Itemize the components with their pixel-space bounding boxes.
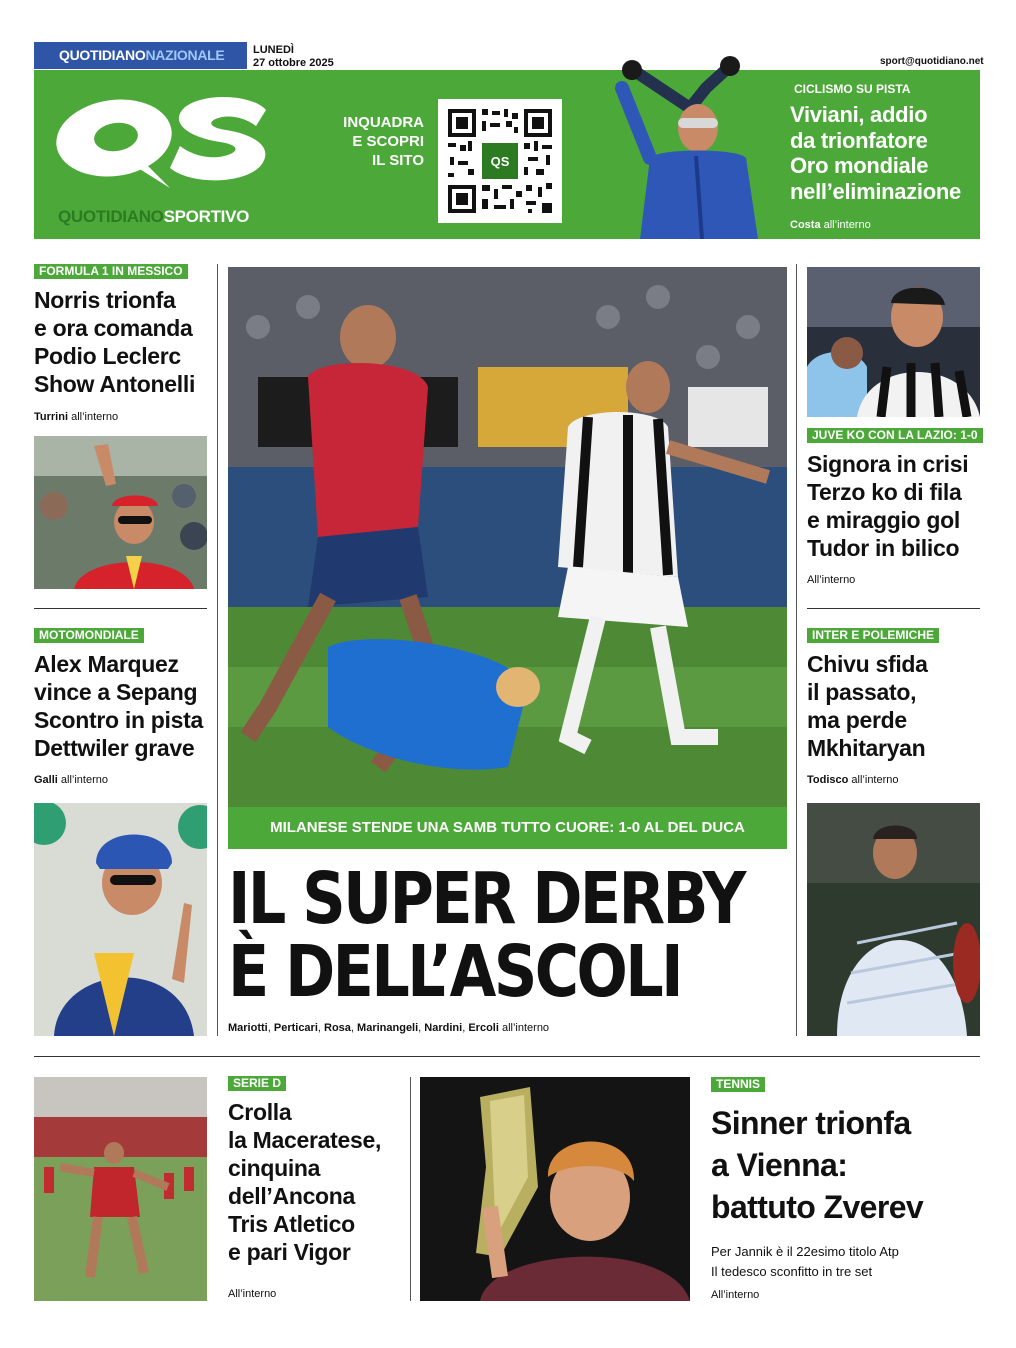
- moto-tag: MOTOMONDIALE: [34, 628, 144, 643]
- inter-headline-line: Chivu sfida: [807, 651, 928, 677]
- left-column-divider: [34, 608, 207, 609]
- network-label-part2: NAZIONALE: [145, 47, 225, 63]
- inter-headline-line: ma perde: [807, 707, 907, 733]
- moto-headline-line: Dettwiler grave: [34, 735, 195, 761]
- inter-tag: INTER E POLEMICHE: [807, 628, 939, 643]
- cycling-byline-suffix: all’interno: [823, 219, 871, 231]
- scan-line-3: IL SITO: [372, 152, 424, 169]
- f1-headline-line: Norris trionfa: [34, 287, 176, 313]
- issue-date: [253, 44, 334, 70]
- moto-headline[interactable]: [34, 650, 203, 762]
- qr-code[interactable]: [438, 99, 562, 223]
- main-author: Ercoli: [468, 1022, 499, 1034]
- main-headline[interactable]: [228, 857, 744, 1013]
- seried-headline-line: la Maceratese,: [228, 1127, 382, 1153]
- main-author: Rosa: [324, 1022, 351, 1034]
- inter-headline-line: il passato,: [807, 679, 917, 705]
- seried-headline-line: Tris Atletico: [228, 1211, 355, 1237]
- seried-headline-line: dell’Ancona: [228, 1183, 356, 1209]
- cycling-headline[interactable]: [790, 102, 961, 204]
- qs-subtitle: [58, 207, 249, 227]
- tennis-headline-line: Sinner trionfa: [711, 1105, 911, 1141]
- bottom-vertical-rule: [410, 1077, 411, 1301]
- f1-headline-line: Show Antonelli: [34, 371, 196, 397]
- juve-headline[interactable]: [807, 450, 968, 562]
- inter-byline-suffix: all’interno: [851, 774, 899, 786]
- f1-headline-line: Podio Leclerc: [34, 343, 181, 369]
- qr-code-icon: [438, 99, 562, 223]
- qs-subtitle-part1: QUOTIDIANO: [58, 207, 164, 226]
- tennis-subhead-line: Per Jannik è il 22esimo titolo Atp: [711, 1244, 899, 1259]
- qs-subtitle-part2: SPORTIVO: [163, 207, 250, 226]
- seried-headline-line: Crolla: [228, 1099, 292, 1125]
- issue-day: LUNEDÌ: [253, 44, 294, 56]
- inter-photo[interactable]: [807, 803, 980, 1036]
- seried-headline-line: e pari Vigor: [228, 1239, 351, 1265]
- network-bar: [34, 42, 247, 69]
- main-author: Marinangeli: [357, 1022, 419, 1034]
- tennis-subhead-line: Il tedesco sconfitto in tre set: [711, 1264, 873, 1279]
- juve-headline-line: Tudor in bilico: [807, 535, 960, 561]
- main-caption: MILANESE STENDE UNA SAMB TUTTO CUORE: 1-0 AL DEL DUCA: [270, 819, 745, 836]
- inter-author: Todisco: [807, 774, 849, 786]
- main-photo[interactable]: [228, 267, 787, 807]
- main-author: Mariotti: [228, 1022, 268, 1034]
- tennis-tag: TENNIS: [711, 1077, 765, 1092]
- cyclist-photo: [610, 48, 770, 239]
- seried-byline: All’interno: [228, 1288, 277, 1300]
- tennis-byline: All’interno: [711, 1289, 760, 1301]
- juve-byline: All’interno: [807, 574, 856, 586]
- issue-date-text: 27 ottobre 2025: [253, 57, 334, 69]
- main-headline-line: IL SUPER DERBY: [228, 857, 744, 940]
- moto-byline: [34, 774, 108, 786]
- contact-email[interactable]: sport@quotidiano.net: [880, 56, 984, 67]
- f1-headline[interactable]: [34, 286, 195, 398]
- moto-headline-line: Scontro in pista: [34, 707, 203, 733]
- seried-headline[interactable]: [228, 1098, 381, 1266]
- bottom-section-rule: [34, 1056, 980, 1057]
- tennis-headline[interactable]: [711, 1102, 923, 1228]
- tennis-subhead: [711, 1242, 899, 1282]
- moto-author: Galli: [34, 774, 58, 786]
- f1-headline-line: e ora comanda: [34, 315, 193, 341]
- main-byline-suffix: all’interno: [501, 1022, 550, 1034]
- juve-headline-line: Signora in crisi: [807, 451, 969, 477]
- inter-headline[interactable]: [807, 650, 928, 762]
- juve-headline-line: e miraggio gol: [807, 507, 960, 533]
- network-label-part1: QUOTIDIANO: [59, 47, 146, 63]
- moto-headline-line: vince a Sepang: [34, 679, 198, 705]
- juve-photo[interactable]: [807, 267, 980, 417]
- seried-headline-line: cinquina: [228, 1155, 321, 1181]
- juve-headline-line: Terzo ko di fila: [807, 479, 962, 505]
- f1-byline: [34, 411, 118, 423]
- scan-line-1: INQUADRA: [343, 114, 424, 131]
- inter-headline-line: Mkhitaryan: [807, 735, 926, 761]
- cycling-headline-line: Viviani, addio: [790, 102, 928, 127]
- qr-center-label: QS: [490, 154, 510, 169]
- qr-call-to-action: [318, 113, 424, 170]
- cycling-author: Costa: [790, 219, 821, 231]
- right-column-divider: [807, 608, 980, 609]
- juve-tag: JUVE KO CON LA LAZIO: 1-0: [807, 428, 983, 443]
- f1-photo[interactable]: [34, 436, 207, 589]
- cycling-byline: [790, 219, 871, 231]
- main-author: Perticari: [273, 1022, 318, 1034]
- tennis-headline-line: a Vienna:: [711, 1147, 848, 1183]
- moto-byline-suffix: all’interno: [60, 774, 108, 786]
- f1-tag: FORMULA 1 IN MESSICO: [34, 264, 188, 279]
- left-vertical-rule: [217, 264, 218, 1036]
- f1-byline-suffix: all’interno: [71, 411, 119, 423]
- tennis-headline-line: battuto Zverev: [711, 1189, 924, 1225]
- cycling-headline-line: Oro mondiale: [790, 153, 929, 178]
- main-headline-line: È DELL’ASCOLI: [228, 930, 682, 1013]
- main-author: Nardini: [424, 1022, 463, 1034]
- main-caption-bar: [228, 807, 787, 849]
- moto-headline-line: Alex Marquez: [34, 651, 179, 677]
- seried-photo[interactable]: [34, 1077, 207, 1301]
- cycling-headline-line: nell’eliminazione: [790, 178, 961, 204]
- cycling-headline-line: da trionfatore: [790, 127, 928, 153]
- moto-photo[interactable]: [34, 803, 207, 1036]
- f1-author: Turrini: [34, 411, 69, 423]
- cycling-tag: CICLISMO SU PISTA: [794, 82, 911, 96]
- tennis-photo[interactable]: [420, 1077, 690, 1301]
- qs-logo[interactable]: [52, 88, 272, 193]
- main-byline: Mariotti, Perticari, Rosa, Marinangeli, Nardini, Ercoli all’interno: [228, 1022, 550, 1034]
- inter-byline: [807, 774, 899, 786]
- seried-tag: SERIE D: [228, 1076, 286, 1091]
- right-vertical-rule: [796, 264, 797, 1036]
- scan-line-2: E SCOPRI: [352, 133, 424, 150]
